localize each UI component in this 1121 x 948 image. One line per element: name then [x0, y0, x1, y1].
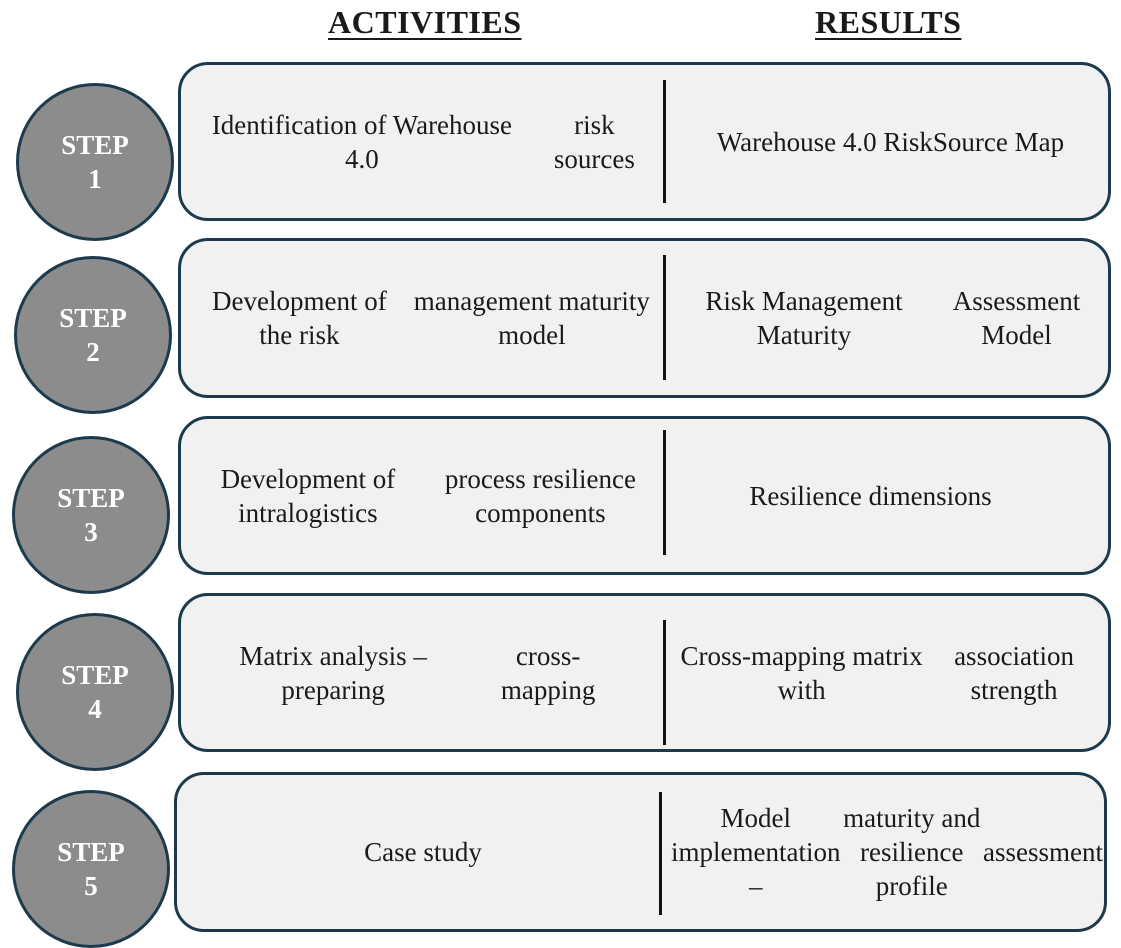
step-2-label: STEP	[59, 303, 127, 333]
step-4-box	[178, 593, 1111, 752]
step-5-box	[174, 772, 1107, 932]
step-1-activity-line: Identification of Warehouse 4.0	[211, 109, 513, 174]
step-4-activity	[193, 596, 623, 749]
step-2-activity-line: management maturity model	[413, 286, 650, 350]
step-3-circle	[12, 436, 170, 594]
step-2-divider	[663, 255, 666, 380]
step-5-label: STEP	[57, 837, 125, 867]
step-4-circle	[16, 613, 174, 771]
step-2-box	[178, 238, 1111, 398]
step-5-number: 5	[84, 871, 98, 901]
step-2-circle	[14, 256, 172, 414]
step-3-activity-line: process resilience components	[444, 463, 636, 528]
step-1-activity-line: risk sources	[553, 109, 635, 174]
step-5-activity-line: Case study	[364, 837, 482, 867]
step-1-circle	[16, 83, 174, 241]
step-3-number: 3	[84, 517, 98, 547]
step-5-result	[671, 775, 1103, 929]
step-3-activity-line: Development of intralogistics	[220, 463, 396, 528]
step-5-activity	[193, 775, 653, 929]
step-3-box	[178, 416, 1111, 575]
activities-header: ACTIVITIES	[328, 4, 522, 40]
step-5-result-line: Model implementation –	[671, 803, 841, 901]
step-4-divider	[663, 620, 666, 745]
step-3-result	[678, 419, 1063, 572]
step-3-activity	[193, 419, 658, 572]
step-5-divider	[659, 792, 662, 915]
step-2-result-line: Risk Management Maturity	[705, 286, 903, 350]
step-1-label: STEP	[61, 130, 129, 160]
step-3-label: STEP	[57, 483, 125, 513]
step-1-divider	[663, 80, 666, 203]
step-5-result-line: assessment	[983, 837, 1103, 867]
step-2-activity	[193, 241, 658, 395]
step-4-result-line: association strength	[954, 640, 1075, 705]
step-2-result	[678, 241, 1103, 395]
step-1-number: 1	[88, 164, 102, 194]
step-1-result-line: Warehouse 4.0 Risk	[716, 126, 933, 157]
step-4-activity-line: Matrix analysis – preparing	[239, 640, 427, 705]
step-2-activity-line: Development of the risk	[211, 286, 387, 350]
results-header: RESULTS	[815, 4, 962, 40]
step-5-circle	[12, 790, 170, 948]
step-4-activity-line: cross-mapping	[500, 640, 596, 705]
step-4-result-line: Cross-mapping matrix with	[680, 640, 923, 705]
step-3-result-line: Resilience dimensions	[749, 480, 992, 511]
step-2-result-line: Assessment Model	[952, 286, 1081, 350]
step-1-activity	[193, 65, 658, 218]
step-4-label: STEP	[61, 660, 129, 690]
step-2-number: 2	[86, 337, 100, 367]
step-1-result	[678, 65, 1103, 218]
step-4-number: 4	[88, 694, 102, 724]
step-1-box	[178, 62, 1111, 221]
step-1-result-line: Source Map	[932, 126, 1065, 157]
step-4-result	[678, 596, 1103, 749]
step-5-result-line: maturity and resilience profile	[843, 803, 981, 901]
step-3-divider	[663, 430, 666, 555]
